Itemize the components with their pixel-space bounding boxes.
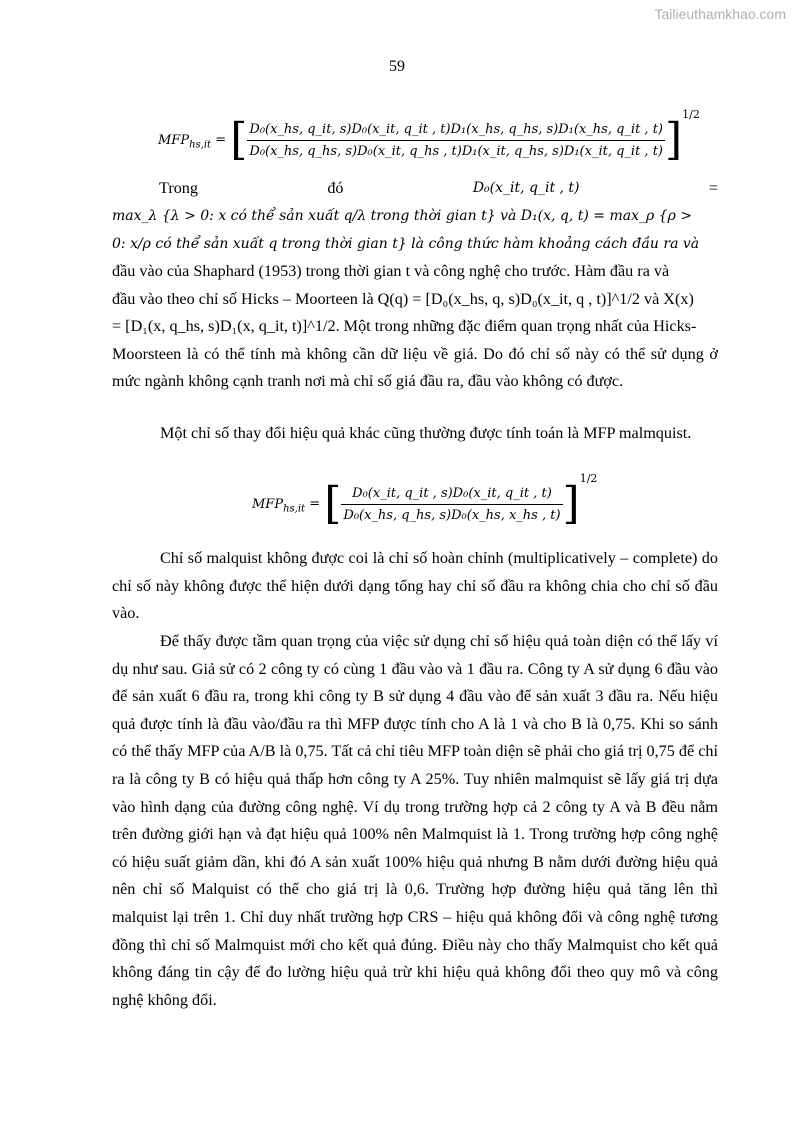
formula1-denominator: D₀(x_hs, q_hs, s)D₀(x_it, q_hs , t)D₁(x_it, q_hs, s)D₁(x_it, q_it , t) — [249, 143, 663, 159]
para1-rest — [112, 203, 718, 396]
formula1-fraction — [247, 122, 665, 159]
page-number: 59 — [389, 58, 405, 75]
para1-line5: đầu vào theo chỉ số Hicks – Moorteen là Q(q) = [D₀(x_hs, q, s)D₀(x_it, q , t)]^1/2 và X(x) — [112, 289, 694, 308]
formula-mfp-hicks-moorsteen: $MFP_{hs,it}$ = [ D₀(x_hs, q_it, s)D₀(x_it, q_it , t)D₁(x_hs, q_hs, s)D₁(x_hs, q_it , t) D₀(x_hs, q_hs, s)D₀(x_it, q_hs , t)D₁(x_it, q_hs, s)D₁(x_it, q_it , t) ]1/2 — [158, 108, 700, 165]
formula1-numerator: D₀(x_hs, q_it, s)D₀(x_it, q_it , t)D₁(x_hs, q_hs, s)D₁(x_hs, q_it , t) — [247, 122, 665, 141]
para2: Một chỉ số thay đổi hiệu quả khác cũng thường được tính toán là MFP malmquist. — [160, 424, 692, 442]
para4: Để thấy được tầm quan trọng của việc sử dụng chỉ số hiệu quả toàn diện có thể lấy ví dụ như sau. Giả sử có 2 công ty có cùng 1 đầu vào và 1 đầu ra. Công ty A sử dụng 6 đầu vào để sản xuất 6 đầu ra, trong khi công ty B sử dụng 4 đầu vào để sản xuất 3 đầu ra. Nếu hiệu quả được tính là đầu vào/đầu ra thì MFP được tính cho A là 1 và cho B là 0,75. Khi so sánh có thể thấy MFP của A/B là 0,75. Tất cả chỉ tiêu MFP toàn diện sẽ phải cho giá trị 0,75 để chỉ ra là công ty B có hiệu quả thấp hơn công ty A 25%. Tuy nhiên malmquist sẽ lấy giá trị dựa vào hình dạng của đường công nghệ. Ví dụ trong trường hợp cả 2 công ty A và B đều nằm trên đường giới hạn và đạt hiệu quả 100% nên Malmquist là 1. Trong trường hợp công nghệ có hiệu suất giảm dần, khi đó A sản xuất 100% hiệu quả nhưng B nằm dưới đường hiệu quả nên chỉ số Malquist có thể cho giá trị là 0,6. Trường hợp đường hiệu quả tăng lên thì malquist lại trên 1. Chỉ duy nhất trường hợp CRS – hiệu quả không đổi và công nghệ tương đồng thì chỉ số Malmquist mới cho kết quả đúng. Điều này cho thấy Malmquist cho kết quả không đáng tin cậy để đo lường hiệu quả trừ khi hiệu quả không đổi theo quy mô và công nghệ không đổi. — [112, 632, 718, 1009]
formula2-exponent: 1/2 — [579, 472, 598, 485]
para1-line1: Trong đó D₀(x_it, q_it , t) = — [159, 179, 718, 197]
formula1-lhs: $MFP_{hs,it}$ — [158, 132, 212, 151]
para1-line2: max_λ {λ > 0: x có thể sản xuất q/λ trong thời gian t} và D₁(x, q, t) = max_ρ {ρ > — [112, 208, 692, 224]
para3: Chỉ số malquist không được coi là chỉ số hoàn chỉnh (multiplicatively – complete) do chỉ số này không được thể hiện dưới dạng tổng hay chỉ số đầu ra không chia cho chỉ số đầu vào. — [112, 549, 718, 622]
para1-line3: 0: x/ρ có thể sản xuất q trong thời gian t} là công thức hàm khoảng cách đầu ra và — [112, 235, 700, 252]
para1-line6: = [D₁(x, q_hs, s)D₁(x, q_it, t)]^1/2. Một trong những đặc điểm quan trọng nhất của Hicks- — [112, 317, 697, 335]
para1-line4: đầu vào của Shaphard (1953) trong thời gian t và công nghệ cho trước. Hàm đầu ra và — [112, 262, 670, 280]
watermark: Tailieuthamkhao.com — [654, 6, 786, 22]
formula-mfp-malmquist: $MFP_{hs,it}$ = [ $\frac{\text{D₀(x\_it, q\_it , s)D₀(x\_it, q\_it , t)}}{\text{D₀(x\_hs, q\_hs, s)D₀(x\_hs, x\_hs , t)}}$ ]1/2 — [252, 472, 598, 529]
formula2-fraction — [341, 486, 562, 523]
formula1-exponent: 1/2 — [682, 108, 700, 121]
para1-text: Moorsteen là có thể tính mà không cần dữ liệu về giá. Do đó chỉ số này có thể sử dụng ở mức ngành không cạnh tranh nơi mà chỉ số giá đầu ra, đầu vào không có được. — [112, 344, 718, 390]
formula2-numerator: D₀(x_it, q_it , s)D₀(x_it, q_it , t) — [341, 486, 562, 505]
formula2-denominator: D₀(x_hs, q_hs, s)D₀(x_hs, x_hs , t) — [343, 507, 561, 523]
formula2-lhs: $MFP_{hs,it}$ — [252, 496, 306, 515]
document-body — [159, 175, 718, 203]
